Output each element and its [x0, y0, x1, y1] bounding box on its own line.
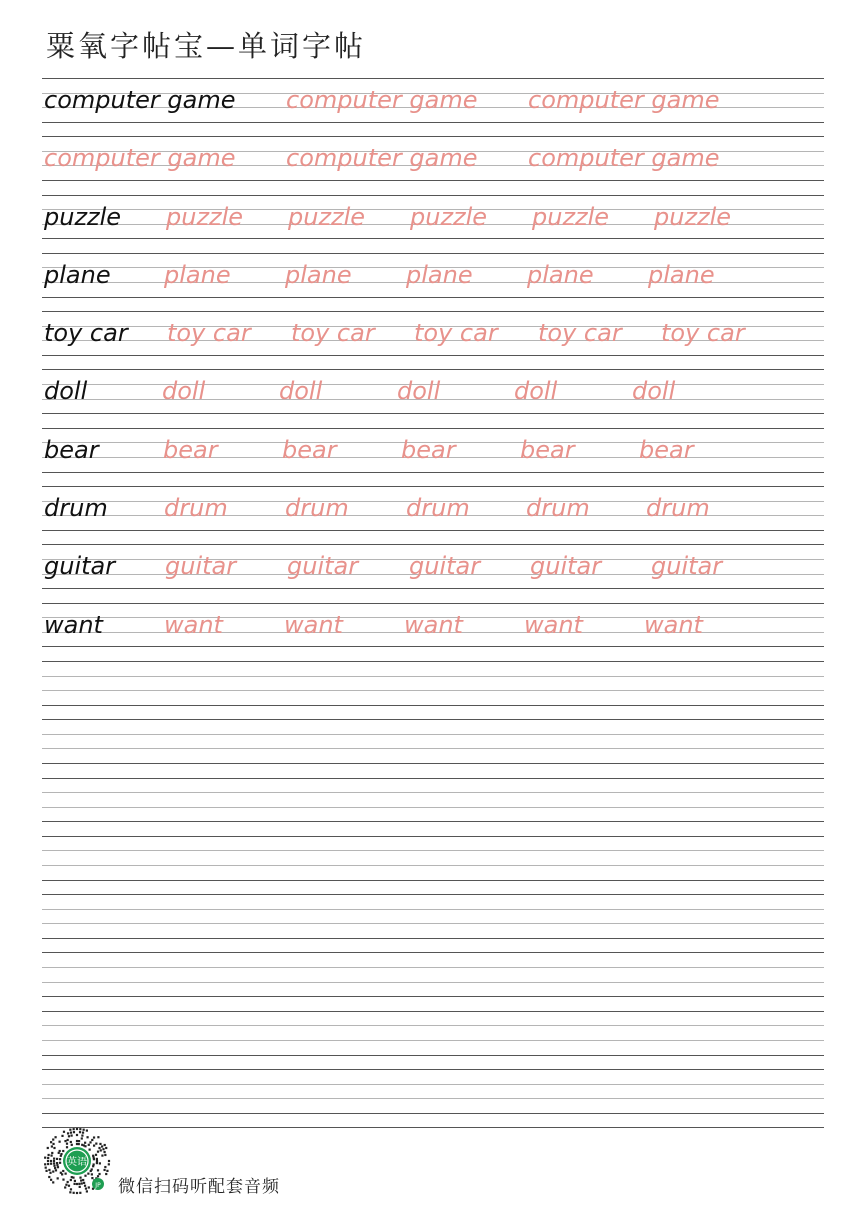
ruled-line	[42, 428, 824, 429]
trace-word: drum	[406, 494, 470, 523]
qr-dot	[48, 1154, 50, 1156]
ruled-line	[42, 748, 824, 749]
trace-word: guitar	[165, 552, 237, 581]
trace-word: computer game	[286, 144, 478, 173]
qr-dot	[71, 1144, 73, 1146]
qr-dot	[98, 1173, 100, 1175]
qr-dot	[81, 1144, 83, 1146]
practice-row	[42, 952, 824, 1010]
trace-word: doll	[514, 377, 558, 406]
qr-dot	[86, 1129, 88, 1131]
qr-dot	[57, 1166, 59, 1168]
qr-dot	[96, 1158, 98, 1160]
trace-word: guitar	[651, 552, 723, 581]
trace-word: computer game	[44, 144, 236, 173]
qr-dot	[53, 1158, 55, 1160]
qr-dot	[76, 1143, 78, 1145]
ruled-line	[42, 982, 824, 983]
qr-dot	[108, 1163, 110, 1165]
trace-word: guitar	[287, 552, 359, 581]
qr-dot	[67, 1139, 69, 1141]
qr-dot	[58, 1152, 60, 1154]
ruled-line	[42, 792, 824, 793]
qr-dot	[105, 1147, 107, 1149]
qr-dot	[59, 1141, 61, 1143]
ruled-line	[42, 719, 824, 720]
practice-row	[42, 253, 824, 311]
qr-dot	[83, 1182, 85, 1184]
ruled-line	[42, 952, 824, 953]
qr-dot	[69, 1129, 71, 1131]
qr-dot	[73, 1192, 75, 1194]
model-word: doll	[44, 377, 88, 406]
qr-dot	[67, 1181, 69, 1183]
trace-word: want	[524, 610, 583, 639]
ruled-line	[42, 1025, 824, 1026]
trace-word: doll	[162, 377, 206, 406]
practice-row	[42, 544, 824, 602]
qr-dot	[61, 1173, 63, 1175]
page-title: 粟氧字帖宝—单词字帖	[46, 29, 367, 63]
qr-dot	[93, 1145, 95, 1147]
trace-word: puzzle	[532, 202, 610, 231]
ruled-line	[42, 136, 824, 137]
practice-row	[42, 836, 824, 894]
qr-dot	[50, 1179, 52, 1181]
qr-dot	[48, 1169, 50, 1171]
qr-dot	[101, 1145, 103, 1147]
ruled-line	[42, 195, 824, 196]
model-word: computer game	[44, 86, 236, 114]
model-word: puzzle	[44, 202, 122, 231]
ruled-line	[42, 603, 824, 604]
qr-dot	[73, 1131, 75, 1133]
qr-dot	[84, 1185, 86, 1187]
practice-row	[42, 719, 824, 777]
trace-word: computer game	[528, 144, 720, 173]
trace-word: toy car	[167, 319, 251, 348]
ruled-line	[42, 938, 824, 939]
trace-word: puzzle	[166, 202, 244, 231]
practice-row	[42, 136, 824, 194]
qr-dot	[81, 1137, 83, 1139]
qr-dot	[64, 1140, 66, 1142]
trace-word: want	[644, 610, 703, 639]
qr-dot	[76, 1183, 78, 1185]
practice-row	[42, 311, 824, 369]
qr-dot	[88, 1144, 90, 1146]
ruled-line	[42, 996, 824, 997]
qr-dot	[79, 1186, 81, 1188]
ruled-line	[42, 880, 824, 881]
qr-dot	[52, 1138, 54, 1140]
practice-row	[42, 428, 824, 486]
trace-word: doll	[397, 377, 441, 406]
qr-dot	[102, 1148, 104, 1150]
qr-dot	[50, 1160, 52, 1162]
trace-word: puzzle	[410, 202, 488, 231]
qr-dot	[68, 1135, 70, 1137]
qr-dot	[55, 1169, 57, 1171]
qr-corner-text: JP	[95, 1182, 101, 1189]
ruled-line	[42, 967, 824, 968]
qr-dot	[99, 1143, 101, 1145]
practice-row	[42, 195, 824, 253]
ruled-line	[42, 180, 824, 181]
qr-dot	[70, 1134, 72, 1136]
trace-word: toy car	[538, 319, 622, 348]
qr-dot	[70, 1188, 72, 1190]
qr-dot	[97, 1151, 99, 1153]
ruled-line	[42, 78, 824, 79]
qr-dot	[45, 1167, 47, 1169]
ruled-line	[42, 1011, 824, 1012]
practice-row	[42, 778, 824, 836]
trace-word: bear	[163, 435, 218, 464]
qr-dot	[82, 1179, 84, 1181]
qr-dot	[47, 1157, 49, 1159]
trace-word: bear	[401, 435, 456, 464]
qr-dot	[70, 1179, 72, 1181]
qr-dot	[95, 1154, 97, 1156]
ruled-line	[42, 690, 824, 691]
qr-dot	[51, 1152, 53, 1154]
qr-dot	[105, 1173, 107, 1175]
qr-dot	[97, 1136, 99, 1138]
ruled-line	[42, 821, 824, 822]
qr-dot	[47, 1160, 49, 1162]
qr-dot	[101, 1154, 103, 1156]
qr-dot	[108, 1160, 110, 1162]
qr-dot	[54, 1167, 56, 1169]
model-word: plane	[44, 260, 111, 289]
qr-dot	[106, 1170, 108, 1172]
practice-row	[42, 369, 824, 427]
trace-word: drum	[164, 494, 228, 523]
trace-word: want	[404, 610, 463, 639]
qr-dot	[74, 1183, 76, 1185]
trace-word: puzzle	[288, 202, 366, 231]
qr-dot	[47, 1163, 49, 1165]
trace-word: computer game	[286, 86, 478, 114]
qr-dot	[100, 1149, 102, 1151]
qr-dot	[59, 1158, 61, 1160]
ruled-line	[42, 734, 824, 735]
ruled-line	[42, 413, 824, 414]
qr-dot	[84, 1142, 86, 1144]
ruled-line	[42, 238, 824, 239]
qr-dot	[79, 1177, 81, 1179]
practice-row	[42, 1069, 824, 1127]
qr-dot	[98, 1147, 100, 1149]
trace-word: want	[284, 610, 343, 639]
qr-dot	[89, 1141, 91, 1143]
model-word: drum	[44, 494, 108, 523]
ruled-line	[42, 705, 824, 706]
qr-dot	[53, 1162, 55, 1164]
ruled-line	[42, 1098, 824, 1099]
qr-dot	[61, 1135, 63, 1137]
qr-dot	[91, 1173, 93, 1175]
qr-dot	[50, 1141, 52, 1143]
qr-dot	[85, 1187, 87, 1189]
qr-dot	[97, 1175, 99, 1177]
qr-dot	[53, 1160, 55, 1162]
qr-dot	[48, 1176, 50, 1178]
trace-word: guitar	[530, 552, 602, 581]
qr-dot	[81, 1134, 83, 1136]
ruled-line	[42, 676, 824, 677]
ruled-line	[42, 836, 824, 837]
trace-word: guitar	[409, 552, 481, 581]
qr-dot	[91, 1139, 93, 1141]
qr-dot	[83, 1129, 85, 1131]
qr-dot	[54, 1136, 56, 1138]
trace-word: plane	[164, 260, 231, 289]
practice-row	[42, 486, 824, 544]
trace-word: bear	[520, 435, 575, 464]
qr-dot	[76, 1140, 78, 1142]
ruled-line	[42, 1113, 824, 1114]
trace-word: doll	[632, 377, 676, 406]
ruled-line	[42, 355, 824, 356]
qr-dot	[56, 1162, 58, 1164]
qr-dot	[52, 1143, 54, 1145]
qr-dot	[65, 1173, 67, 1175]
qr-dot	[76, 1192, 78, 1194]
qr-dot	[82, 1132, 84, 1134]
qr-dot	[63, 1131, 65, 1133]
qr-dot	[66, 1146, 68, 1148]
practice-row	[42, 78, 824, 136]
qr-dot	[62, 1179, 64, 1181]
trace-word: toy car	[661, 319, 745, 348]
ruled-line	[42, 923, 824, 924]
trace-word: bear	[282, 435, 337, 464]
qr-dot	[70, 1141, 72, 1143]
ruled-line	[42, 1055, 824, 1056]
trace-word: drum	[526, 494, 590, 523]
ruled-line	[42, 544, 824, 545]
qr-dot	[79, 1128, 81, 1130]
qr-dot	[97, 1169, 99, 1171]
qr-dot	[67, 1132, 69, 1134]
practice-row	[42, 894, 824, 952]
practice-sheet	[42, 78, 824, 1127]
ruled-line	[42, 588, 824, 589]
qr-dot	[86, 1190, 88, 1192]
qr-dot	[88, 1186, 90, 1188]
qr-dot	[93, 1163, 95, 1165]
qr-dot	[49, 1172, 51, 1174]
footer	[42, 1126, 442, 1198]
ruled-line	[42, 1084, 824, 1085]
ruled-line	[42, 369, 824, 370]
qr-dot	[76, 1134, 78, 1136]
qr-dot	[104, 1144, 106, 1146]
qr-dot	[56, 1164, 58, 1166]
qr-dot	[87, 1173, 89, 1175]
qr-dot	[44, 1157, 46, 1159]
model-word: toy car	[44, 319, 128, 348]
model-word: bear	[44, 435, 99, 464]
trace-word: puzzle	[654, 202, 732, 231]
qr-dot	[78, 1183, 80, 1185]
practice-row	[42, 661, 824, 719]
trace-word: bear	[639, 435, 694, 464]
qr-dot	[104, 1154, 106, 1156]
qr-badge-text: 英语	[67, 1157, 87, 1168]
qr-dot	[50, 1163, 52, 1165]
qr-dot	[44, 1163, 46, 1165]
practice-row	[42, 603, 824, 661]
ruled-line	[42, 661, 824, 662]
ruled-line	[42, 894, 824, 895]
trace-word: want	[164, 610, 223, 639]
qr-dot	[69, 1191, 71, 1193]
trace-word: doll	[279, 377, 323, 406]
ruled-line	[42, 807, 824, 808]
qr-dot	[73, 1128, 75, 1130]
model-word: guitar	[44, 552, 116, 581]
trace-word: plane	[527, 260, 594, 289]
ruled-line	[42, 311, 824, 312]
trace-word: computer game	[528, 86, 720, 114]
qr-dot	[91, 1177, 93, 1179]
qr-dot	[50, 1154, 52, 1156]
qr-code-icon[interactable]	[42, 1126, 112, 1196]
trace-word: toy car	[291, 319, 375, 348]
qr-dot	[70, 1132, 72, 1134]
qr-dot	[53, 1147, 55, 1149]
trace-word: plane	[648, 260, 715, 289]
qr-dot	[84, 1175, 86, 1177]
ruled-line	[42, 530, 824, 531]
practice-row	[42, 1011, 824, 1069]
ruled-line	[42, 646, 824, 647]
qr-dot	[57, 1177, 59, 1179]
qr-dot	[51, 1145, 53, 1147]
qr-dot	[72, 1177, 74, 1179]
footer-caption: 微信扫码听配套音频	[118, 1177, 280, 1197]
qr-dot	[68, 1185, 70, 1187]
qr-dot	[62, 1170, 64, 1172]
qr-dot	[53, 1165, 55, 1167]
qr-dot	[79, 1192, 81, 1194]
qr-dot	[79, 1131, 81, 1133]
qr-dot	[62, 1150, 64, 1152]
ruled-line	[42, 1069, 824, 1070]
qr-dot	[96, 1162, 98, 1164]
trace-word: toy car	[414, 319, 498, 348]
qr-dot	[91, 1168, 93, 1170]
qr-dot	[103, 1169, 105, 1171]
qr-dot	[60, 1155, 62, 1157]
trace-word: drum	[646, 494, 710, 523]
qr-dot	[81, 1182, 83, 1184]
ruled-line	[42, 486, 824, 487]
qr-dot	[95, 1143, 97, 1145]
qr-dot	[64, 1186, 66, 1188]
qr-dot	[80, 1179, 82, 1181]
ruled-line	[42, 909, 824, 910]
model-word: want	[44, 610, 103, 639]
qr-dot	[93, 1136, 95, 1138]
ruled-line	[42, 778, 824, 779]
qr-dot	[103, 1151, 105, 1153]
ruled-line	[42, 763, 824, 764]
qr-dot	[78, 1140, 80, 1142]
qr-dot	[66, 1143, 68, 1145]
qr-dot	[45, 1170, 47, 1172]
trace-word: plane	[285, 260, 352, 289]
qr-dot	[65, 1184, 67, 1186]
qr-dot	[52, 1170, 54, 1172]
qr-dot	[74, 1180, 76, 1182]
ruled-line	[42, 253, 824, 254]
qr-dot	[96, 1160, 98, 1162]
qr-dot	[99, 1162, 101, 1164]
qr-dot	[56, 1158, 58, 1160]
ruled-line	[42, 850, 824, 851]
trace-word: plane	[406, 260, 473, 289]
trace-word: drum	[285, 494, 349, 523]
ruled-line	[42, 472, 824, 473]
qr-dot	[59, 1162, 61, 1164]
qr-dot	[104, 1166, 106, 1168]
qr-dot	[92, 1155, 94, 1157]
ruled-line	[42, 122, 824, 123]
qr-dot	[76, 1128, 78, 1130]
qr-dot	[52, 1181, 54, 1183]
qr-dot	[47, 1147, 49, 1149]
ruled-line	[42, 1040, 824, 1041]
ruled-line	[42, 865, 824, 866]
qr-dot	[86, 1136, 88, 1138]
ruled-line	[42, 297, 824, 298]
qr-dot	[89, 1149, 91, 1151]
